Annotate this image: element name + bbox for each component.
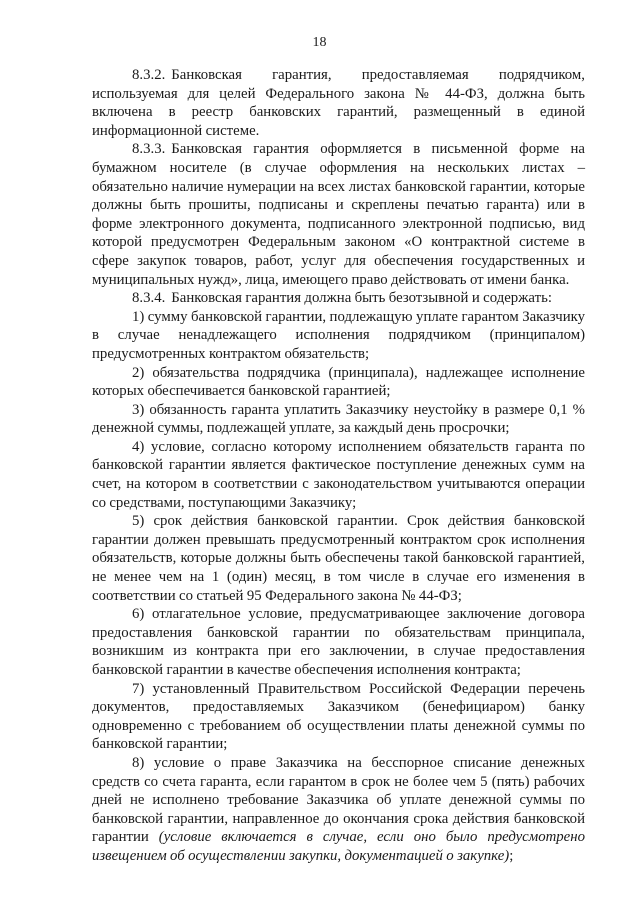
list-item-8 — [92, 754, 585, 866]
clause-number: 8.3.2. — [132, 67, 166, 83]
list-item-text: 8) условие о праве Заказчика на бесспорное списание денежных средств со счета гаранта, если гарантом в срок не более чем 5 (пять) рабочих дней не исполнено требование Заказчика об уплате денежной суммы по банковской гарантии, направленное до окончания срока действия банковской гарантии — [92, 754, 585, 846]
clause-text: Банковская гарантия оформляется в письменной форме на бумажном носителе (в случае оформления на нескольких листах – обязательно наличие нумерации на всех листах банковской гарантии, которые должны быть прошиты, подписаны и скреплены печатью гаранта) или в форме электронного документа, подписанного электронной подписью, вид которой предусмотрен Федеральным законом «О контрактной системе в сфере закупок товаров, работ, услуг для обеспечения государственных и муниципальных нужд», лица, имеющего право действовать от имени банка. — [92, 141, 585, 288]
list-item-3: 3) обязанность гаранта уплатить Заказчику неустойку в размере 0,1 % денежной суммы, подлежащей уплате, за каждый день просрочки; — [92, 401, 585, 437]
list-item-4: 4) условие, согласно которому исполнением обязательств гаранта по банковской гарантии является фактическое поступление денежных сумм на счет, на котором в соответствии с законодательством учитываются операции со средствами, поступающими Заказчику; — [92, 438, 585, 511]
list-item-1: 1) сумму банковской гарантии, подлежащую уплате гарантом Заказчику в случае ненадлежащего исполнения подрядчиком (принципалом) предусмотренных контрактом обязательств; — [92, 308, 585, 362]
clause-number: 8.3.3. — [132, 141, 166, 158]
italic-note: (условие включается в случае, если оно было предусмотрено извещением об осуществлении закупки, документацией о закупке) — [92, 829, 585, 864]
clause-text: Банковская гарантия должна быть безотзывной и содержать: — [171, 290, 552, 307]
clause-8-3-4 — [92, 289, 585, 308]
clause-8-3-3 — [92, 140, 585, 289]
document-body — [92, 66, 585, 866]
clause-number: 8.3.4. — [132, 290, 166, 307]
clause-text: Банковская гарантия, предоставляемая подрядчиком, используемая для целей Федерального закона № 44-ФЗ, должна быть включена в реестр банковских гарантий, размещенный в единой информационной системе. — [92, 67, 585, 139]
list-item-5: 5) срок действия банковской гарантии. Срок действия банковской гарантии должен превышать предусмотренный контрактом срок исполнения обязательств, которые должны быть обеспечены такой банковской гарантией, не менее чем на 1 (один) месяц, в том числе в случае его изменения в соответствии со статьей 95 Федерального закона № 44-ФЗ; — [92, 513, 585, 604]
list-item-2: 2) обязательства подрядчика (принципала), надлежащее исполнение которых обеспечивается банковской гарантией; — [92, 364, 585, 400]
list-item-6: 6) отлагательное условие, предусматривающее заключение договора предоставления банковской гарантии по обязательствам принципала, возникшим из контракта при его заключении, в случае предоставления банковской гарантии в качестве обеспечения исполнения контракта; — [92, 606, 585, 678]
page-number: 18 — [312, 35, 327, 50]
list-item-7: 7) установленный Правительством Российской Федерации перечень документов, предоставляемых Заказчиком (бенефициаром) банку одновременно с требованием об осуществлении платы денежной суммы по банковской гарантии; — [92, 680, 585, 753]
list-item-tail: ; — [509, 847, 514, 864]
clause-8-3-2 — [92, 66, 585, 140]
